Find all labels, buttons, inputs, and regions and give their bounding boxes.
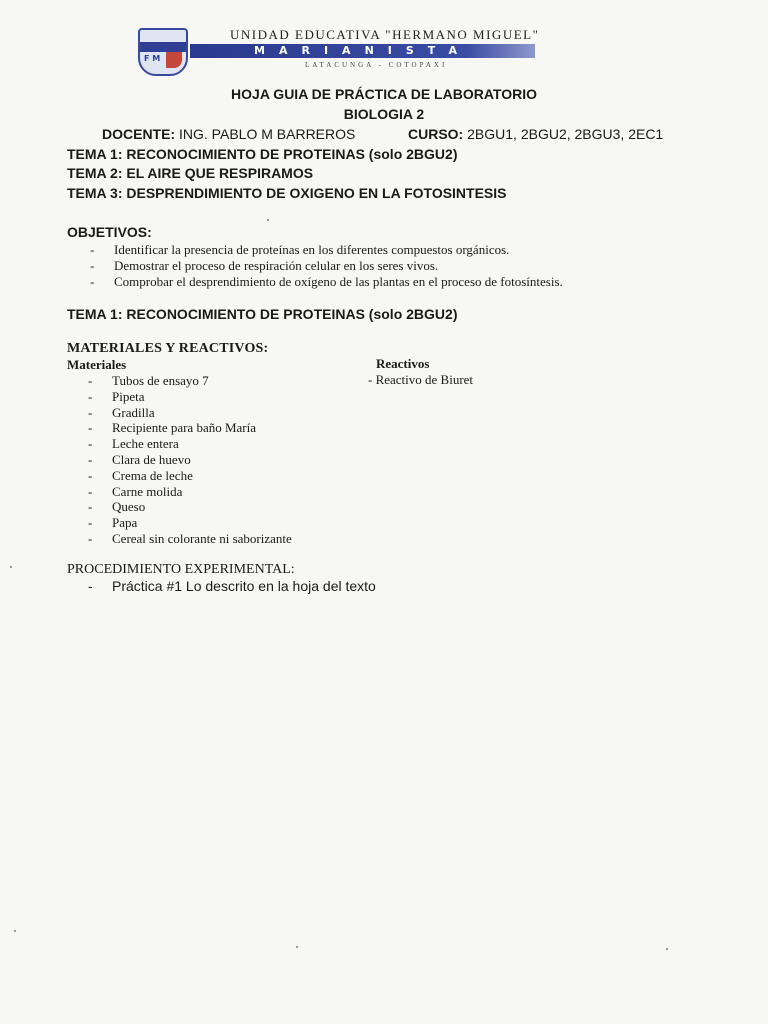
- list-item: - Queso: [88, 499, 292, 515]
- procedimiento-heading: PROCEDIMIENTO EXPERIMENTAL:: [67, 562, 295, 577]
- objetivos-heading: OBJETIVOS:: [67, 224, 152, 240]
- list-item: - Gradilla: [88, 405, 292, 421]
- school-crest-icon: [138, 28, 188, 76]
- procedimiento-dash: -: [88, 578, 93, 594]
- list-item: - Comprobar el desprendimiento de oxígeno de las plantas en el proceso de fotosíntesis.: [90, 274, 563, 290]
- scan-speck: [296, 946, 298, 948]
- crest-letters: F M: [144, 54, 161, 63]
- procedimiento-text: Práctica #1 Lo descrito en la hoja del texto: [112, 578, 376, 594]
- tema-1-heading: TEMA 1: RECONOCIMIENTO DE PROTEINAS (solo 2BGU2): [67, 146, 458, 162]
- section-tema-1-heading: TEMA 1: RECONOCIMIENTO DE PROTEINAS (solo 2BGU2): [67, 306, 458, 322]
- docente-value: ING. PABLO M BARREROS: [179, 126, 356, 142]
- list-item: - Recipiente para baño María: [88, 420, 292, 436]
- curso-value: 2BGU1, 2BGU2, 2BGU3, 2EC1: [467, 126, 664, 142]
- reactivos-label: Reactivos: [376, 356, 430, 371]
- materiales-label: Materiales: [67, 357, 127, 372]
- marianista-banner: MARIANISTA: [190, 44, 535, 58]
- list-item: - Papa: [88, 515, 292, 531]
- scan-speck: [10, 566, 12, 568]
- materiales-list: [88, 373, 292, 547]
- list-item: - Clara de huevo: [88, 452, 292, 468]
- subject-title: BIOLOGIA 2: [343, 106, 425, 122]
- reactivo-item: - Reactivo de Biuret: [368, 372, 474, 387]
- school-name: UNIDAD EDUCATIVA "HERMANO MIGUEL": [230, 27, 540, 42]
- school-header: [130, 22, 560, 72]
- scan-speck: [267, 219, 269, 221]
- tema-2-heading: TEMA 2: EL AIRE QUE RESPIRAMOS: [67, 165, 314, 181]
- list-item: - Tubos de ensayo 7: [88, 373, 292, 389]
- docente-label: DOCENTE:: [102, 126, 176, 142]
- objetivos-list: [90, 242, 563, 289]
- tema-3-heading: TEMA 3: DESPRENDIMIENTO DE OXIGENO EN LA FOTOSINTESIS: [67, 185, 507, 201]
- docente-line: [102, 126, 355, 142]
- scan-speck: [666, 948, 668, 950]
- materiales-heading: MATERIALES Y REACTIVOS:: [67, 341, 269, 356]
- list-item: - Leche entera: [88, 436, 292, 452]
- scan-speck: [14, 930, 16, 932]
- list-item: - Carne molida: [88, 484, 292, 500]
- procedimiento-item: [88, 578, 376, 594]
- list-item: - Cereal sin colorante ni saborizante: [88, 531, 292, 547]
- list-item: - Crema de leche: [88, 468, 292, 484]
- list-item: - Identificar la presencia de proteínas en los diferentes compuestos orgánicos.: [90, 242, 563, 258]
- list-item: - Pipeta: [88, 389, 292, 405]
- list-item: - Demostrar el proceso de respiración celular en los seres vivos.: [90, 258, 563, 274]
- curso-line: [408, 126, 663, 142]
- curso-label: CURSO:: [408, 126, 464, 142]
- school-city: LATACUNGA - COTOPAXI: [305, 61, 448, 69]
- document-title: HOJA GUIA DE PRÁCTICA DE LABORATORIO: [231, 86, 537, 102]
